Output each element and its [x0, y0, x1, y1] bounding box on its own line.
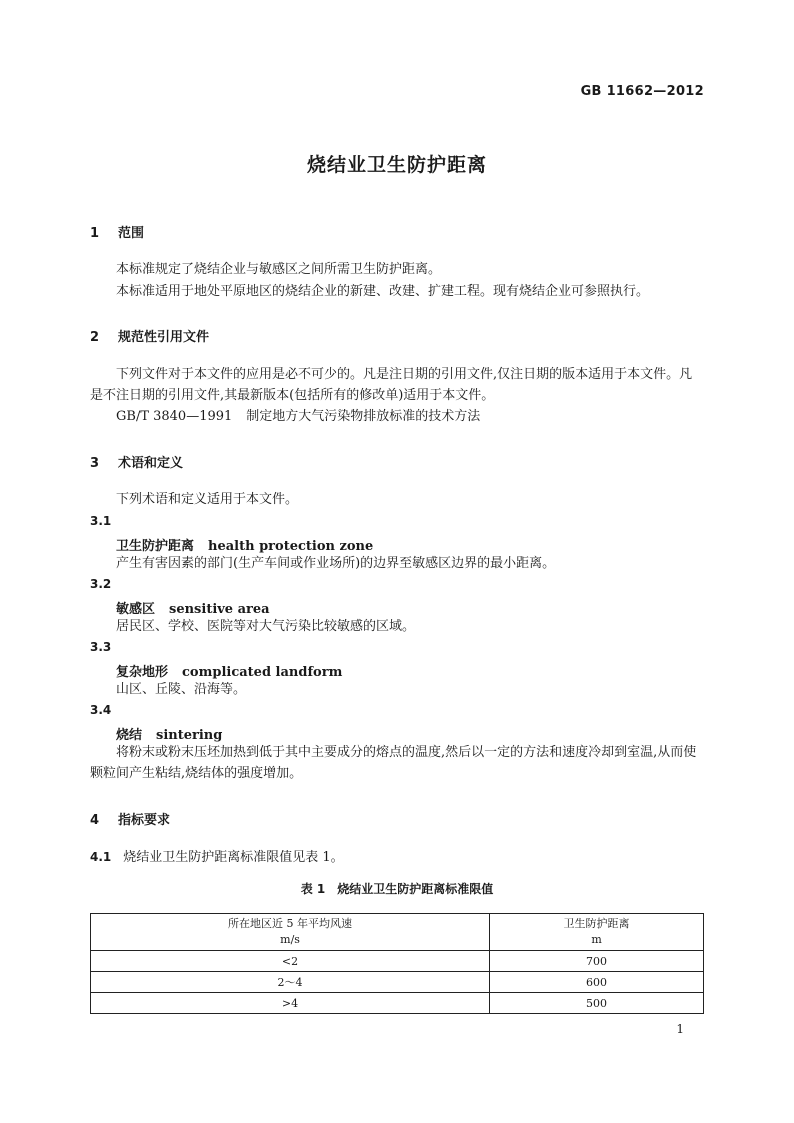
term-3-3-number: 3.3: [90, 640, 112, 654]
section-2-heading: [90, 326, 209, 345]
term-3-2-heading: [116, 598, 270, 617]
header-wind-speed: [91, 914, 490, 951]
row-3-distance: 500: [490, 993, 704, 1014]
term-3-2-number: 3.2: [90, 577, 112, 591]
section-2-paragraph: 下列文件对于本文件的应用是必不可少的。凡是注日期的引用文件,仅注日期的版本适用于本文件。凡是不注日期的引用文件,其最新版本(包括所有的修改单)适用于本文件。: [90, 367, 693, 403]
section-3-number: 3: [90, 456, 100, 471]
term-3-1-en: health protection zone: [208, 539, 374, 554]
section-4-heading: [90, 809, 170, 828]
term-3-1-cn: 卫生防护距离: [116, 539, 195, 554]
term-3-4-heading: [116, 724, 222, 743]
row-2-speed: 2～4: [91, 972, 490, 993]
section-2-reference: [116, 406, 704, 427]
section-1-title: 范围: [118, 226, 145, 241]
table-caption: 表 1 烧结业卫生防护距离标准限值: [300, 882, 494, 896]
header-distance: [490, 914, 704, 951]
row-1-speed: <2: [91, 951, 490, 972]
section-3-title: 术语和定义: [118, 456, 184, 471]
section-4-number: 4: [90, 813, 100, 828]
term-3-4-number: 3.4: [90, 703, 112, 717]
section-1-number: 1: [90, 226, 100, 241]
term-3-2-cn: 敏感区: [116, 602, 156, 617]
table-row: [91, 972, 704, 993]
page-number: 1: [676, 1022, 684, 1036]
section-4-title: 指标要求: [118, 813, 171, 828]
section-2-title: 规范性引用文件: [118, 330, 210, 345]
term-3-2-en: sensitive area: [169, 602, 270, 617]
table-row: [91, 951, 704, 972]
section-1-paragraph-2: 本标准适用于地处平原地区的烧结企业的新建、改建、扩建工程。现有烧结企业可参照执行。: [116, 284, 650, 299]
document-title: 烧结业卫生防护距离: [306, 154, 487, 176]
term-3-3-definition: 山区、丘陵、沿海等。: [116, 682, 247, 697]
term-3-2-definition: 居民区、学校、医院等对大气污染比较敏感的区域。: [116, 619, 416, 634]
section-4-item: [90, 847, 704, 868]
section-4-item-number: 4.1: [90, 850, 112, 864]
section-1-paragraph-1: 本标准规定了烧结企业与敏感区之间所需卫生防护距离。: [116, 262, 442, 277]
section-4-item-text: 烧结业卫生防护距离标准限值见表 1。: [123, 850, 344, 865]
reference-code: GB/T 3840—1991: [116, 409, 233, 424]
section-2-number: 2: [90, 330, 100, 345]
term-3-1-heading: [116, 535, 373, 554]
term-3-4-cn: 烧结: [116, 728, 143, 743]
term-3-3-heading: [116, 661, 342, 680]
term-3-1-definition: 产生有害因素的部门(生产车间或作业场所)的边界至敏感区边界的最小距离。: [116, 556, 556, 571]
table-row: [91, 993, 704, 1014]
term-3-4-en: sintering: [156, 728, 223, 743]
term-3-3-cn: 复杂地形: [116, 665, 169, 680]
term-3-1-number: 3.1: [90, 514, 112, 528]
limits-table: [90, 913, 704, 1014]
term-3-3-en: complicated landform: [182, 665, 343, 680]
row-1-distance: 700: [490, 951, 704, 972]
section-1-heading: [90, 222, 144, 241]
section-3-intro: 下列术语和定义适用于本文件。: [116, 492, 299, 507]
header-distance-label: 卫生防护距离: [563, 917, 630, 930]
header-distance-unit: m: [591, 933, 602, 946]
reference-title: 制定地方大气污染物排放标准的技术方法: [246, 409, 481, 424]
table-header-row: [91, 914, 704, 951]
header-wind-speed-unit: m/s: [280, 933, 300, 946]
term-3-4-definition: 将粉末或粉末压坯加热到低于其中主要成分的熔点的温度,然后以一定的方法和速度冷却到室温,从而使颗粒间产生粘结,烧结体的强度增加。: [90, 745, 697, 781]
standard-code: GB 11662—2012: [580, 84, 704, 99]
header-wind-speed-label: 所在地区近 5 年平均风速: [228, 917, 353, 930]
row-2-distance: 600: [490, 972, 704, 993]
section-3-heading: [90, 452, 183, 471]
row-3-speed: >4: [91, 993, 490, 1014]
